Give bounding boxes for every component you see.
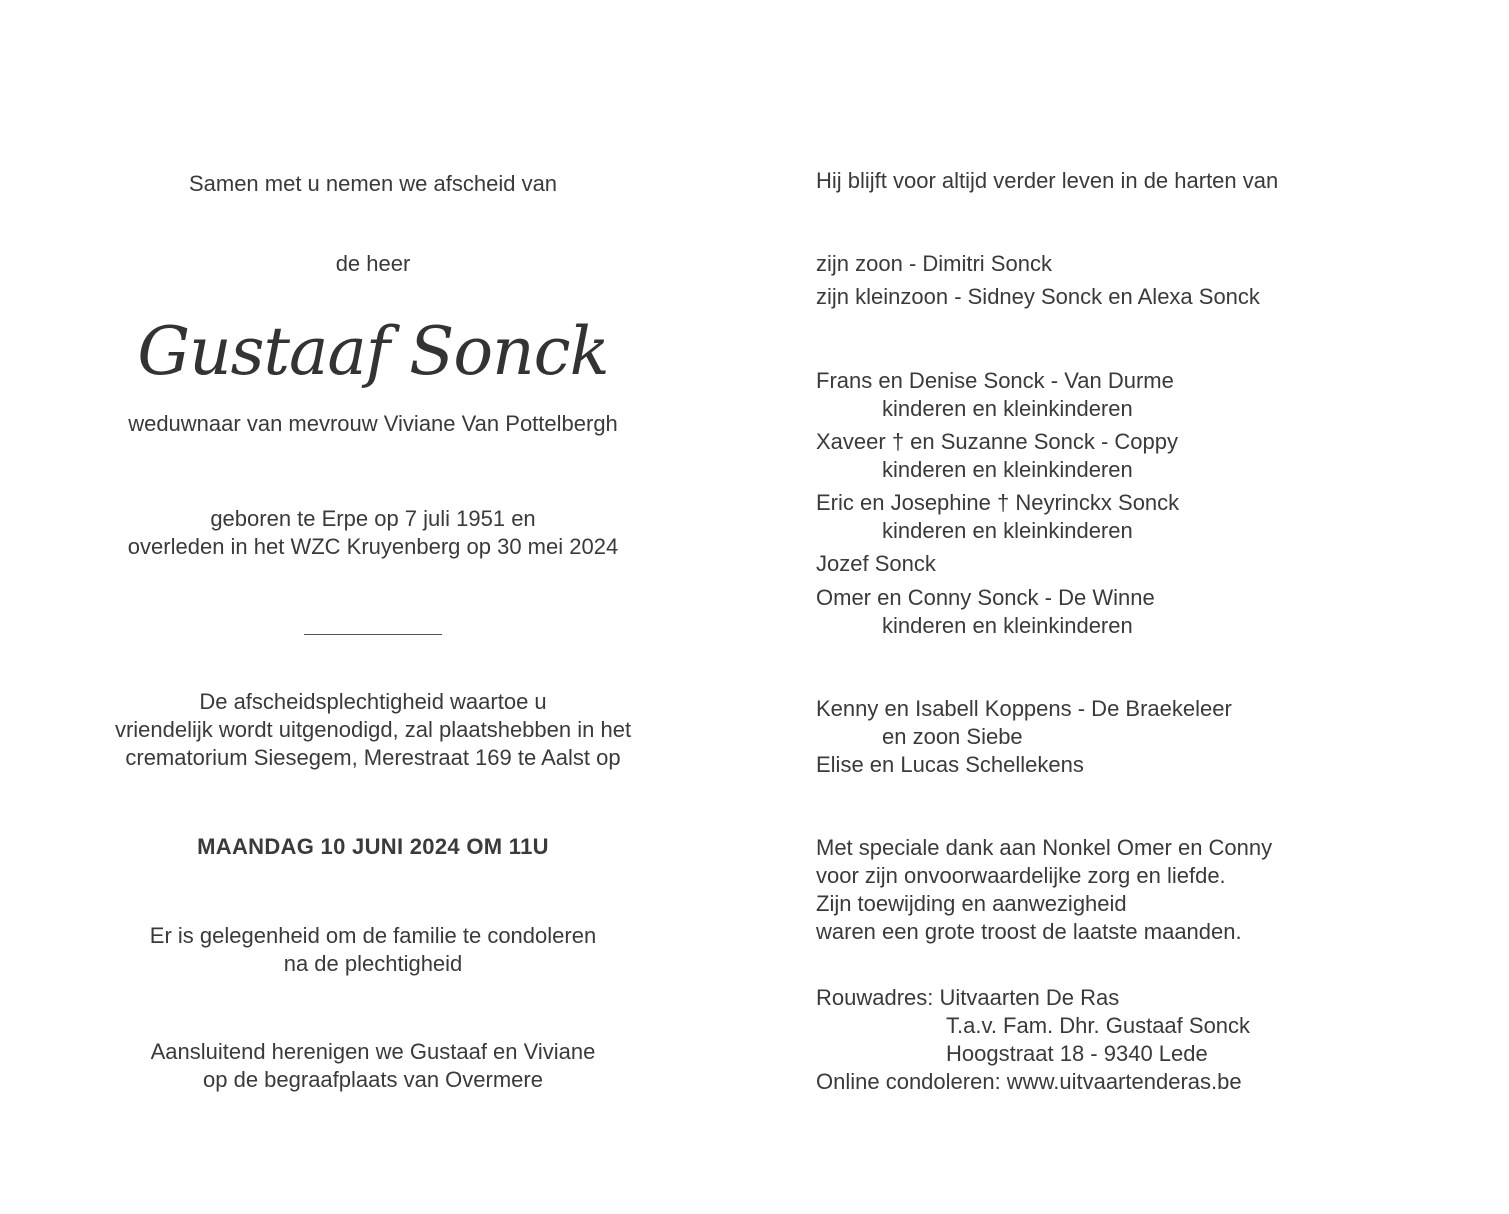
separator-line [304, 634, 442, 635]
widower-text: weduwnaar van mevrouw Viviane Van Pottelbergh [128, 411, 618, 436]
family-line: Omer en Conny Sonck - De Winne [816, 585, 1155, 610]
family-line: Frans en Denise Sonck - Van Durme [816, 368, 1174, 393]
remembrance-intro: Hij blijft voor altijd verder leven in de harten van [816, 168, 1279, 193]
left-column [72, 0, 674, 1214]
others-line: Kenny en Isabell Koppens - De Braekeleer [816, 696, 1232, 721]
ceremony-line-3: crematorium Siesegem, Merestraat 169 te Aalst op [125, 745, 621, 770]
son-text: zijn zoon - Dimitri Sonck [816, 251, 1052, 276]
address-line: Hoogstraat 18 - 9340 Lede [946, 1041, 1208, 1066]
right-column [816, 0, 1456, 1214]
reunion-line-2: op de begraafplaats van Overmere [203, 1067, 543, 1092]
thanks-line: Met speciale dank aan Nonkel Omer en Conny [816, 835, 1273, 860]
family-line: Xaveer † en Suzanne Sonck - Coppy [816, 429, 1179, 454]
intro-text: Samen met u nemen we afscheid van [188, 171, 558, 196]
family-line: kinderen en kleinkinderen [882, 396, 1133, 421]
born-text: geboren te Erpe op 7 juli 1951 en [210, 506, 536, 531]
reunion-line-1: Aansluitend herenigen we Gustaaf en Viviane [150, 1039, 596, 1064]
family-line: Jozef Sonck [816, 551, 936, 576]
family-line: Eric en Josephine † Neyrinckx Sonck [816, 490, 1180, 515]
ceremony-date: MAANDAG 10 JUNI 2024 OM 11U [197, 834, 549, 859]
family-line: kinderen en kleinkinderen [882, 518, 1133, 543]
address-line: Rouwadres: Uitvaarten De Ras [816, 985, 1120, 1010]
others-line: Elise en Lucas Schellekens [816, 752, 1084, 777]
condolence-line-1: Er is gelegenheid om de familie te condoleren [149, 923, 597, 948]
title-text: de heer [335, 251, 411, 276]
thanks-line: waren een grote troost de laatste maanden. [816, 919, 1242, 944]
thanks-line: Zijn toewijding en aanwezigheid [816, 891, 1127, 916]
family-line: kinderen en kleinkinderen [882, 457, 1133, 482]
ceremony-line-2: vriendelijk wordt uitgenodigd, zal plaatshebben in het [114, 717, 632, 742]
others-line: en zoon Siebe [882, 724, 1023, 749]
grandsons-text: zijn kleinzoon - Sidney Sonck en Alexa Sonck [816, 284, 1260, 309]
ceremony-line-1: De afscheidsplechtigheid waartoe u [199, 689, 547, 714]
condolence-line-2: na de plechtigheid [283, 951, 463, 976]
online-condolence-link[interactable]: Online condoleren: www.uitvaartenderas.be [816, 1069, 1242, 1094]
deceased-name: Gustaaf Sonck [137, 313, 609, 390]
died-text: overleden in het WZC Kruyenberg op 30 mei 2024 [127, 534, 619, 559]
family-line: kinderen en kleinkinderen [882, 613, 1133, 638]
address-line: T.a.v. Fam. Dhr. Gustaaf Sonck [946, 1013, 1251, 1038]
thanks-line: voor zijn onvoorwaardelijke zorg en liefde. [816, 863, 1226, 888]
